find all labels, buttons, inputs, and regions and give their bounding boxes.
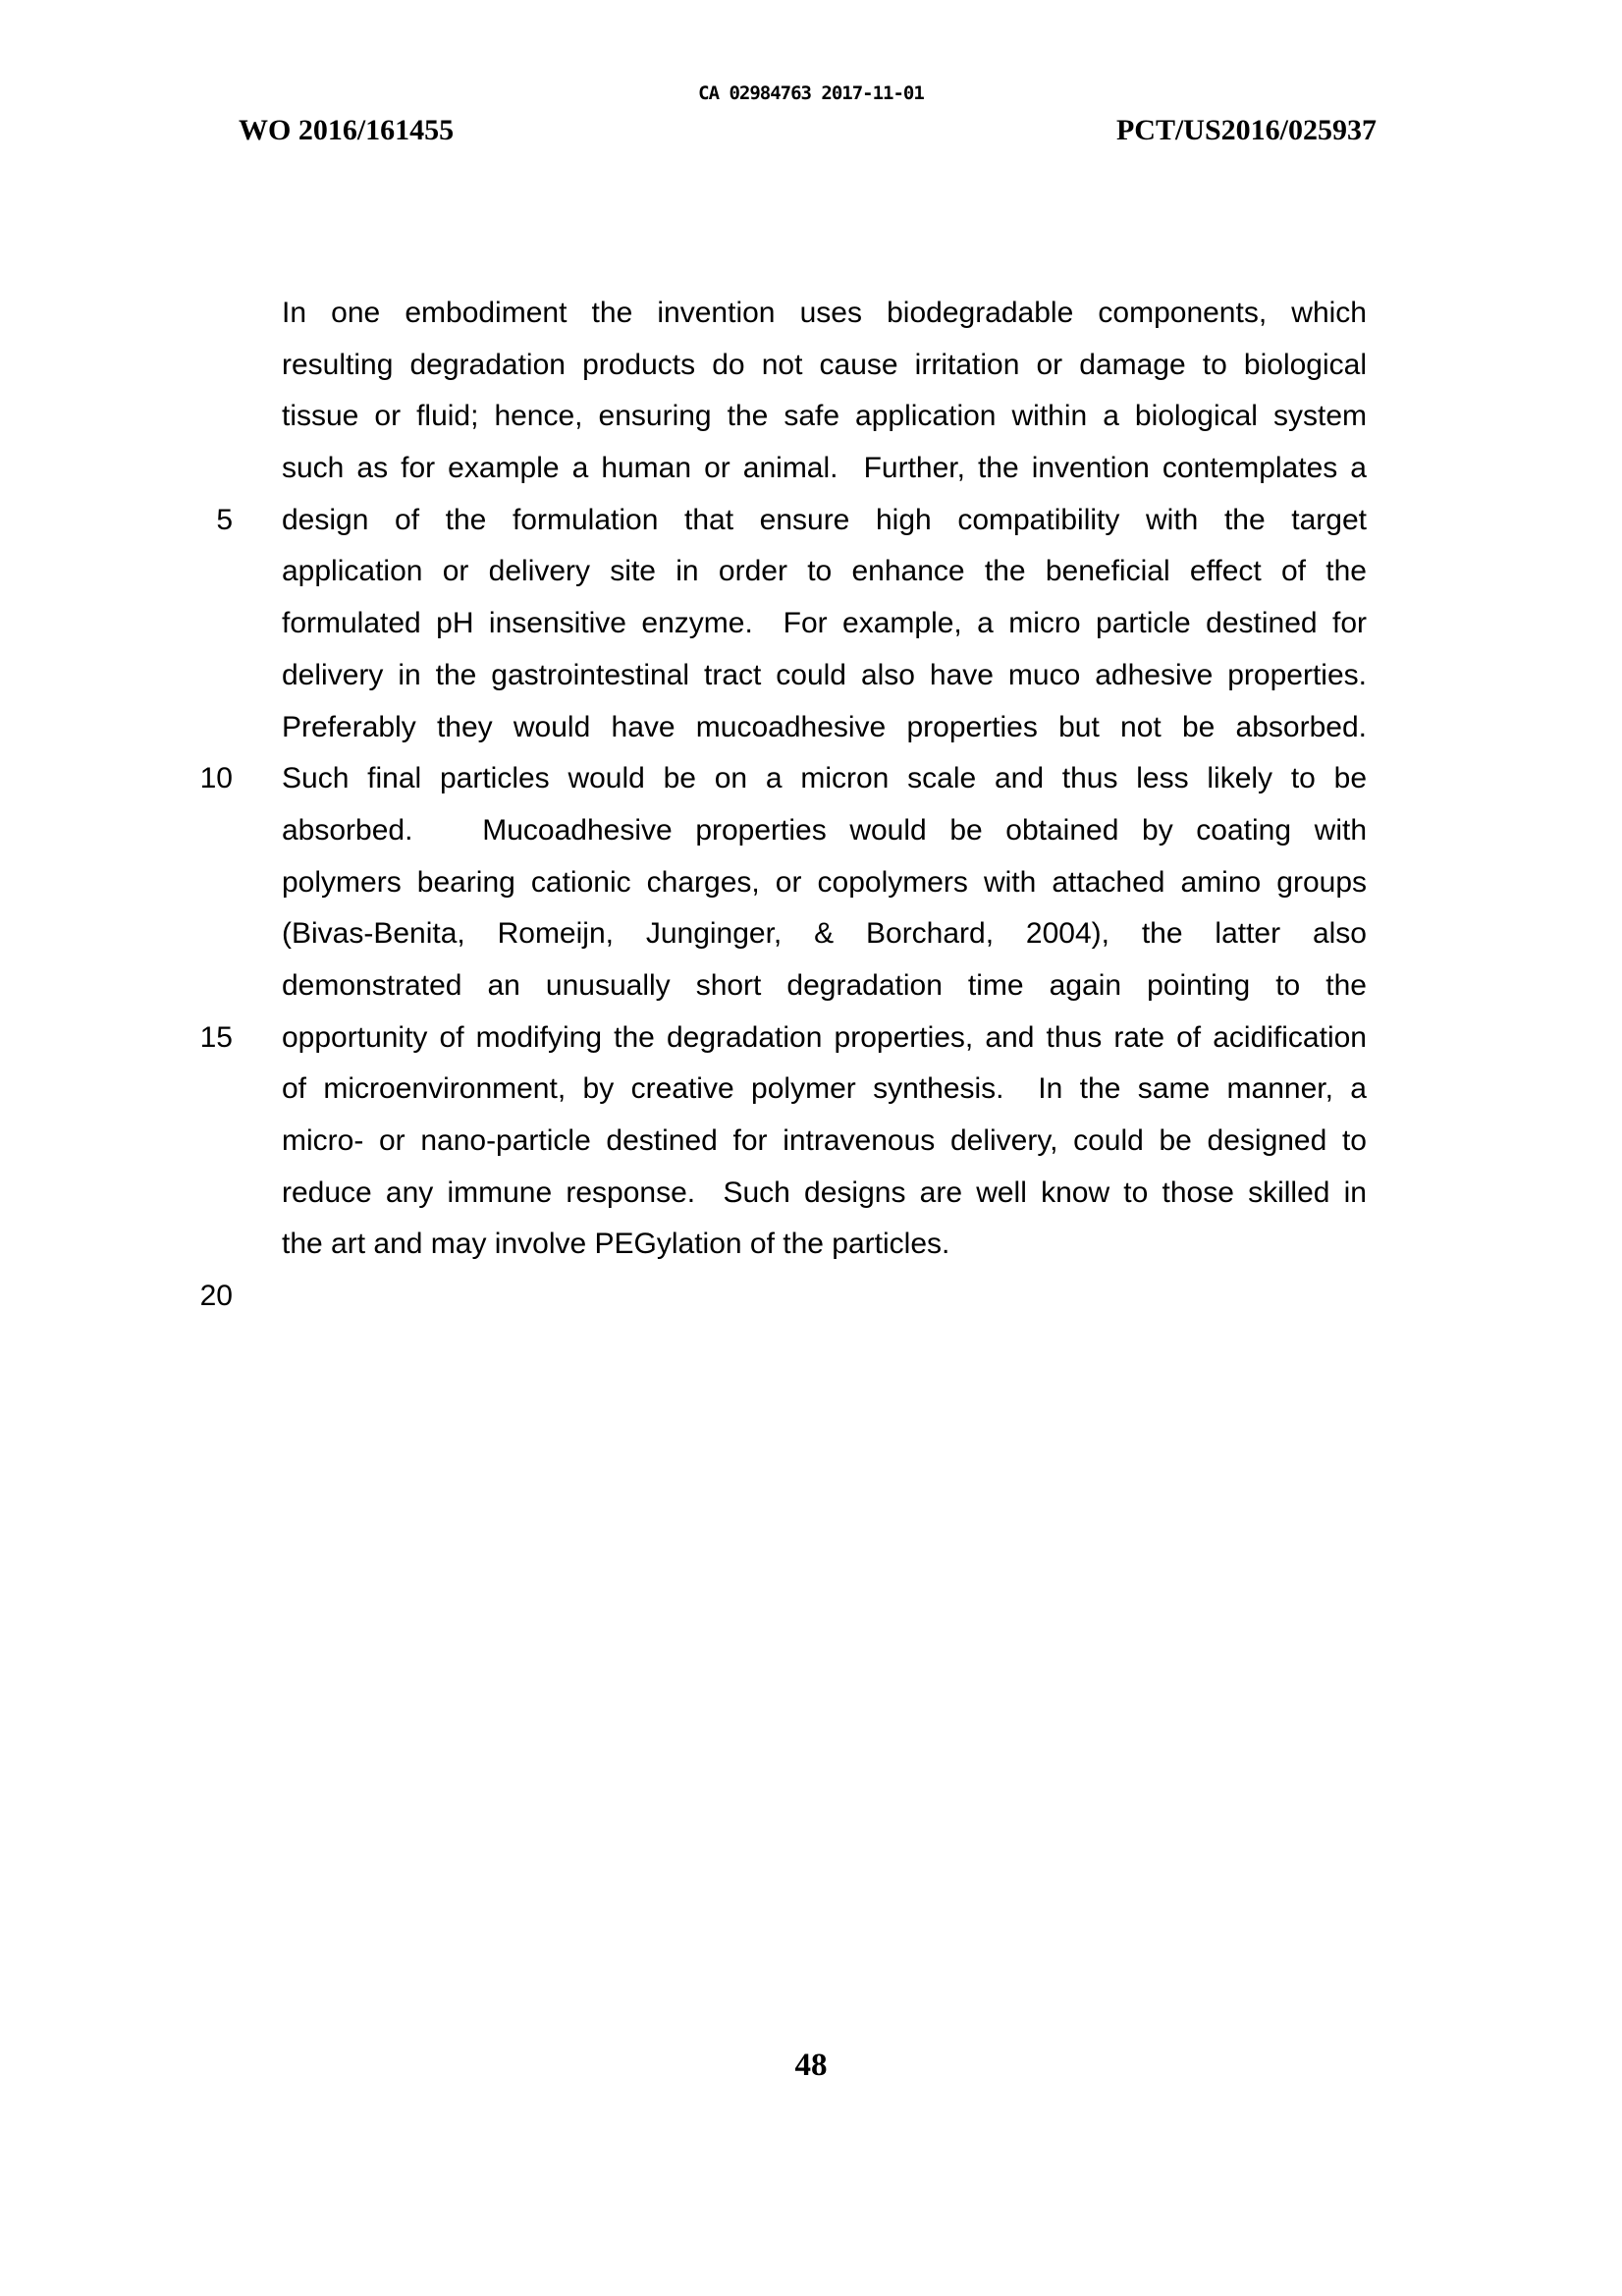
line-text: application or delivery site in order to enhance the beneficial effect of the (282, 555, 1367, 588)
scan-header-stamp: CA 02984763 2017-11-01 (698, 82, 924, 104)
line-text: opportunity of modifying the degradation properties, and thus rate of acidification (282, 1020, 1367, 1054)
gutter-gap (233, 857, 282, 909)
line-number (147, 960, 233, 1012)
text-line (147, 495, 1367, 547)
line-number: 10 (199, 762, 233, 795)
gutter-gap (233, 1219, 282, 1271)
text-line (147, 702, 1367, 754)
body-text-block (147, 288, 1367, 1323)
gutter-gap (233, 1012, 282, 1065)
text-line (147, 857, 1367, 909)
line-text: (Bivas-Benita, Romeijn, Junginger, & Borchard, 2004), the latter also (282, 917, 1367, 951)
line-text: design of the formulation that ensure high compatibility with the target (282, 503, 1367, 536)
gutter-gap (233, 598, 282, 650)
text-line (147, 598, 1367, 650)
line-text: reduce any immune response. Such designs are well know to those skilled in (282, 1175, 1367, 1209)
gutter-gap (233, 495, 282, 547)
text-line (147, 960, 1367, 1012)
line-text: of microenvironment, by creative polymer synthesis. In the same manner, a (282, 1072, 1367, 1106)
gutter-gap (233, 1116, 282, 1168)
text-line (147, 908, 1367, 960)
text-line (147, 1219, 1367, 1271)
line-number (147, 908, 233, 960)
line-number (147, 340, 233, 392)
line-number (147, 288, 233, 340)
text-line (147, 805, 1367, 857)
text-line (147, 1271, 1367, 1323)
line-text: absorbed. Mucoadhesive properties would be obtained by coating with (282, 813, 1367, 847)
gutter-gap (233, 805, 282, 857)
line-number (147, 702, 233, 754)
line-number (147, 598, 233, 650)
gutter-gap (233, 391, 282, 443)
line-text: Preferably they would have mucoadhesive properties but not be absorbed. (282, 710, 1367, 743)
line-number (147, 443, 233, 495)
line-number: 5 (216, 503, 233, 536)
text-line (147, 340, 1367, 392)
line-number (147, 1064, 233, 1116)
gutter-gap (233, 546, 282, 598)
line-number: 15 (199, 1020, 233, 1054)
gutter-gap (233, 650, 282, 702)
line-text: polymers bearing cationic charges, or copolymers with attached amino groups (282, 865, 1367, 899)
line-text: formulated pH insensitive enzyme. For example, a micro particle destined for (282, 607, 1367, 640)
line-number (147, 650, 233, 702)
line-number (147, 805, 233, 857)
gutter-gap (233, 340, 282, 392)
line-number (147, 857, 233, 909)
line-text (282, 1271, 1367, 1323)
line-number (147, 1168, 233, 1220)
line-number (147, 546, 233, 598)
text-line (147, 650, 1367, 702)
line-text: delivery in the gastrointestinal tract could also have muco adhesive properties. (282, 658, 1367, 691)
line-text: demonstrated an unusually short degradation time again pointing to the (282, 968, 1367, 1002)
line-text: micro- or nano-particle destined for intravenous delivery, could be designed to (282, 1124, 1367, 1157)
line-text: the art and may involve PEGylation of the particles. (282, 1228, 950, 1261)
publication-number: WO 2016/161455 (239, 114, 455, 146)
text-line (147, 753, 1367, 805)
gutter-gap (233, 960, 282, 1012)
application-number: PCT/US2016/025937 (1115, 114, 1377, 146)
text-line (147, 1012, 1367, 1065)
page-number: 48 (794, 2048, 828, 2083)
line-number (147, 1219, 233, 1271)
text-line (147, 1116, 1367, 1168)
text-line (147, 1064, 1367, 1116)
gutter-gap (233, 443, 282, 495)
line-text: Such final particles would be on a micron scale and thus less likely to be (282, 762, 1367, 795)
text-line (147, 443, 1367, 495)
gutter-gap (233, 288, 282, 340)
text-line (147, 1168, 1367, 1220)
line-number (147, 391, 233, 443)
text-line (147, 391, 1367, 443)
document-id-row (239, 114, 1377, 147)
gutter-gap (233, 753, 282, 805)
line-number: 20 (199, 1280, 233, 1313)
gutter-gap (233, 1271, 282, 1323)
gutter-gap (233, 1064, 282, 1116)
gutter-gap (233, 908, 282, 960)
text-line (147, 288, 1367, 340)
line-text: In one embodiment the invention uses biodegradable components, which (282, 297, 1367, 329)
gutter-gap (233, 702, 282, 754)
gutter-gap (233, 1168, 282, 1220)
line-text: such as for example a human or animal. Further, the invention contemplates a (282, 452, 1367, 485)
line-text: tissue or fluid; hence, ensuring the safe application within a biological system (282, 400, 1367, 433)
line-number (147, 1116, 233, 1168)
line-text: resulting degradation products do not cause irritation or damage to biological (282, 348, 1367, 381)
text-line (147, 546, 1367, 598)
